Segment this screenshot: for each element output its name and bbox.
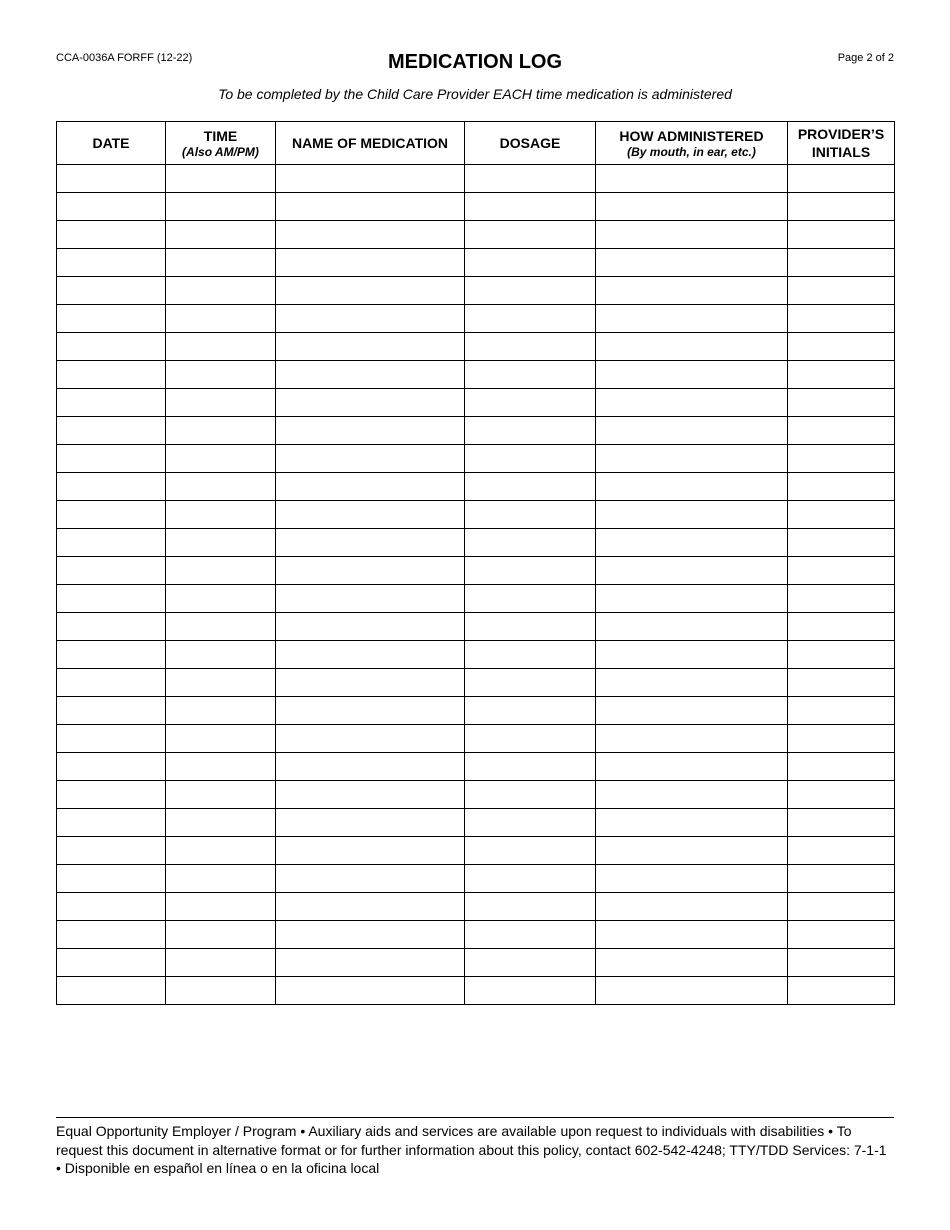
dosage-cell[interactable] xyxy=(465,221,596,249)
initials-cell[interactable] xyxy=(788,445,895,473)
date-cell[interactable] xyxy=(57,585,166,613)
time-cell[interactable] xyxy=(166,809,276,837)
table-row xyxy=(57,977,895,1005)
administered-cell[interactable] xyxy=(596,473,788,501)
date-cell[interactable] xyxy=(57,361,166,389)
medication-cell[interactable] xyxy=(276,809,465,837)
time-cell[interactable] xyxy=(166,473,276,501)
date-cell[interactable] xyxy=(57,893,166,921)
medication-cell[interactable] xyxy=(276,921,465,949)
dosage-cell[interactable] xyxy=(465,725,596,753)
time-cell[interactable] xyxy=(166,221,276,249)
medication-cell[interactable] xyxy=(276,333,465,361)
time-cell[interactable] xyxy=(166,165,276,193)
time-cell[interactable] xyxy=(166,781,276,809)
table-row xyxy=(57,865,895,893)
medication-cell[interactable] xyxy=(276,361,465,389)
administered-cell[interactable] xyxy=(596,445,788,473)
date-cell[interactable] xyxy=(57,277,166,305)
table-row xyxy=(57,333,895,361)
time-cell[interactable] xyxy=(166,669,276,697)
time-cell[interactable] xyxy=(166,893,276,921)
initials-cell[interactable] xyxy=(788,557,895,585)
date-cell[interactable] xyxy=(57,221,166,249)
table-row xyxy=(57,165,895,193)
dosage-cell[interactable] xyxy=(465,753,596,781)
medication-cell[interactable] xyxy=(276,725,465,753)
dosage-cell[interactable] xyxy=(465,277,596,305)
dosage-cell[interactable] xyxy=(465,893,596,921)
initials-cell[interactable] xyxy=(788,837,895,865)
administered-cell[interactable] xyxy=(596,333,788,361)
date-cell[interactable] xyxy=(57,529,166,557)
time-cell[interactable] xyxy=(166,613,276,641)
table-row xyxy=(57,809,895,837)
dosage-cell[interactable] xyxy=(465,697,596,725)
date-cell[interactable] xyxy=(57,165,166,193)
col-date-label: DATE xyxy=(92,135,130,151)
table-row xyxy=(57,249,895,277)
administered-cell[interactable] xyxy=(596,865,788,893)
date-cell[interactable] xyxy=(57,389,166,417)
time-cell[interactable] xyxy=(166,641,276,669)
time-cell[interactable] xyxy=(166,725,276,753)
medication-cell[interactable] xyxy=(276,781,465,809)
col-administered-sublabel: (By mouth, in ear, etc.) xyxy=(627,144,756,159)
medication-cell[interactable] xyxy=(276,417,465,445)
col-medication-header xyxy=(276,122,465,165)
date-cell[interactable] xyxy=(57,641,166,669)
initials-cell[interactable] xyxy=(788,893,895,921)
col-initials-label: PROVIDER’S INITIALS xyxy=(797,126,885,160)
initials-cell[interactable] xyxy=(788,529,895,557)
initials-cell[interactable] xyxy=(788,641,895,669)
administered-cell[interactable] xyxy=(596,725,788,753)
medication-cell[interactable] xyxy=(276,669,465,697)
time-cell[interactable] xyxy=(166,445,276,473)
dosage-cell[interactable] xyxy=(465,809,596,837)
administered-cell[interactable] xyxy=(596,781,788,809)
initials-cell[interactable] xyxy=(788,165,895,193)
col-time-header xyxy=(166,122,276,165)
administered-cell[interactable] xyxy=(596,305,788,333)
time-cell[interactable] xyxy=(166,753,276,781)
administered-cell[interactable] xyxy=(596,193,788,221)
col-medication-label: NAME OF MEDICATION xyxy=(291,135,449,151)
initials-cell[interactable] xyxy=(788,333,895,361)
table-row xyxy=(57,389,895,417)
initials-cell[interactable] xyxy=(788,725,895,753)
medication-cell[interactable] xyxy=(276,193,465,221)
initials-cell[interactable] xyxy=(788,277,895,305)
dosage-cell[interactable] xyxy=(465,865,596,893)
table-row xyxy=(57,417,895,445)
time-cell[interactable] xyxy=(166,529,276,557)
date-cell[interactable] xyxy=(57,977,166,1005)
col-initials-header xyxy=(788,122,895,165)
medication-cell[interactable] xyxy=(276,753,465,781)
initials-cell[interactable] xyxy=(788,809,895,837)
administered-cell[interactable] xyxy=(596,501,788,529)
medication-cell[interactable] xyxy=(276,389,465,417)
time-cell[interactable] xyxy=(166,249,276,277)
footer-divider xyxy=(56,1117,894,1118)
col-date-header xyxy=(57,122,166,165)
dosage-cell[interactable] xyxy=(465,305,596,333)
date-cell[interactable] xyxy=(57,949,166,977)
medication-cell[interactable] xyxy=(276,529,465,557)
time-cell[interactable] xyxy=(166,501,276,529)
dosage-cell[interactable] xyxy=(465,529,596,557)
table-row xyxy=(57,753,895,781)
table-row xyxy=(57,529,895,557)
date-cell[interactable] xyxy=(57,781,166,809)
table-row xyxy=(57,305,895,333)
administered-cell[interactable] xyxy=(596,697,788,725)
date-cell[interactable] xyxy=(57,473,166,501)
dosage-cell[interactable] xyxy=(465,165,596,193)
col-dosage-label: DOSAGE xyxy=(499,135,561,151)
administered-cell[interactable] xyxy=(596,669,788,697)
medication-cell[interactable] xyxy=(276,865,465,893)
date-cell[interactable] xyxy=(57,921,166,949)
medication-cell[interactable] xyxy=(276,305,465,333)
form-code: CCA-0036A FORFF (12-22) xyxy=(56,52,193,64)
table-row xyxy=(57,697,895,725)
administered-cell[interactable] xyxy=(596,221,788,249)
initials-cell[interactable] xyxy=(788,865,895,893)
date-cell[interactable] xyxy=(57,417,166,445)
time-cell[interactable] xyxy=(166,921,276,949)
table-row xyxy=(57,641,895,669)
page-title: MEDICATION LOG xyxy=(387,51,563,73)
date-cell[interactable] xyxy=(57,305,166,333)
col-time-sublabel: (Also AM/PM) xyxy=(182,144,259,159)
administered-cell[interactable] xyxy=(596,361,788,389)
dosage-cell[interactable] xyxy=(465,669,596,697)
medication-cell[interactable] xyxy=(276,893,465,921)
administered-cell[interactable] xyxy=(596,165,788,193)
dosage-cell[interactable] xyxy=(465,781,596,809)
medication-cell[interactable] xyxy=(276,641,465,669)
date-cell[interactable] xyxy=(57,669,166,697)
administered-cell[interactable] xyxy=(596,389,788,417)
instructions: To be completed by the Child Care Provider EACH time medication is administered xyxy=(218,86,732,102)
dosage-cell[interactable] xyxy=(465,389,596,417)
medication-cell[interactable] xyxy=(276,277,465,305)
initials-cell[interactable] xyxy=(788,921,895,949)
initials-cell[interactable] xyxy=(788,501,895,529)
time-cell[interactable] xyxy=(166,389,276,417)
date-cell[interactable] xyxy=(57,865,166,893)
initials-cell[interactable] xyxy=(788,389,895,417)
table-row xyxy=(57,361,895,389)
date-cell[interactable] xyxy=(57,725,166,753)
administered-cell[interactable] xyxy=(596,977,788,1005)
dosage-cell[interactable] xyxy=(465,977,596,1005)
date-cell[interactable] xyxy=(57,333,166,361)
time-cell[interactable] xyxy=(166,417,276,445)
initials-cell[interactable] xyxy=(788,221,895,249)
table-row xyxy=(57,837,895,865)
administered-cell[interactable] xyxy=(596,949,788,977)
time-cell[interactable] xyxy=(166,333,276,361)
dosage-cell[interactable] xyxy=(465,585,596,613)
time-cell[interactable] xyxy=(166,977,276,1005)
administered-cell[interactable] xyxy=(596,417,788,445)
medication-log-table xyxy=(56,121,895,1005)
date-cell[interactable] xyxy=(57,249,166,277)
time-cell[interactable] xyxy=(166,697,276,725)
dosage-cell[interactable] xyxy=(465,249,596,277)
medication-cell[interactable] xyxy=(276,613,465,641)
initials-cell[interactable] xyxy=(788,473,895,501)
col-dosage-header xyxy=(465,122,596,165)
table-row xyxy=(57,669,895,697)
date-cell[interactable] xyxy=(57,193,166,221)
time-cell[interactable] xyxy=(166,865,276,893)
administered-cell[interactable] xyxy=(596,613,788,641)
dosage-cell[interactable] xyxy=(465,613,596,641)
table-row xyxy=(57,585,895,613)
time-cell[interactable] xyxy=(166,585,276,613)
initials-cell[interactable] xyxy=(788,669,895,697)
administered-cell[interactable] xyxy=(596,837,788,865)
col-time-label: TIME xyxy=(203,127,238,144)
initials-cell[interactable] xyxy=(788,977,895,1005)
date-cell[interactable] xyxy=(57,501,166,529)
date-cell[interactable] xyxy=(57,753,166,781)
table-row xyxy=(57,221,895,249)
dosage-cell[interactable] xyxy=(465,445,596,473)
table-row xyxy=(57,613,895,641)
table-row xyxy=(57,921,895,949)
administered-cell[interactable] xyxy=(596,893,788,921)
time-cell[interactable] xyxy=(166,837,276,865)
dosage-cell[interactable] xyxy=(465,949,596,977)
medication-cell[interactable] xyxy=(276,837,465,865)
table-row xyxy=(57,473,895,501)
time-cell[interactable] xyxy=(166,193,276,221)
medication-cell[interactable] xyxy=(276,249,465,277)
medication-cell[interactable] xyxy=(276,165,465,193)
table-row xyxy=(57,893,895,921)
administered-cell[interactable] xyxy=(596,529,788,557)
date-cell[interactable] xyxy=(57,697,166,725)
time-cell[interactable] xyxy=(166,361,276,389)
time-cell[interactable] xyxy=(166,557,276,585)
administered-cell[interactable] xyxy=(596,557,788,585)
medication-cell[interactable] xyxy=(276,445,465,473)
time-cell[interactable] xyxy=(166,305,276,333)
dosage-cell[interactable] xyxy=(465,837,596,865)
table-row xyxy=(57,501,895,529)
date-cell[interactable] xyxy=(57,837,166,865)
medication-cell[interactable] xyxy=(276,977,465,1005)
medication-cell[interactable] xyxy=(276,697,465,725)
dosage-cell[interactable] xyxy=(465,501,596,529)
initials-cell[interactable] xyxy=(788,585,895,613)
table-row xyxy=(57,725,895,753)
medication-cell[interactable] xyxy=(276,949,465,977)
time-cell[interactable] xyxy=(166,277,276,305)
table-row xyxy=(57,557,895,585)
dosage-cell[interactable] xyxy=(465,333,596,361)
medication-cell[interactable] xyxy=(276,473,465,501)
administered-cell[interactable] xyxy=(596,641,788,669)
page-number: Page 2 of 2 xyxy=(837,52,894,64)
col-administered-label: HOW ADMINISTERED xyxy=(619,127,764,144)
dosage-cell[interactable] xyxy=(465,473,596,501)
table-row xyxy=(57,949,895,977)
table-row xyxy=(57,193,895,221)
date-cell[interactable] xyxy=(57,445,166,473)
medication-cell[interactable] xyxy=(276,501,465,529)
initials-cell[interactable] xyxy=(788,781,895,809)
administered-cell[interactable] xyxy=(596,277,788,305)
col-administered-header xyxy=(596,122,788,165)
date-cell[interactable] xyxy=(57,557,166,585)
date-cell[interactable] xyxy=(57,613,166,641)
medication-cell[interactable] xyxy=(276,221,465,249)
administered-cell[interactable] xyxy=(596,249,788,277)
dosage-cell[interactable] xyxy=(465,921,596,949)
table-row xyxy=(57,277,895,305)
initials-cell[interactable] xyxy=(788,417,895,445)
initials-cell[interactable] xyxy=(788,361,895,389)
initials-cell[interactable] xyxy=(788,697,895,725)
initials-cell[interactable] xyxy=(788,613,895,641)
initials-cell[interactable] xyxy=(788,193,895,221)
administered-cell[interactable] xyxy=(596,809,788,837)
dosage-cell[interactable] xyxy=(465,361,596,389)
administered-cell[interactable] xyxy=(596,753,788,781)
medication-cell[interactable] xyxy=(276,557,465,585)
administered-cell[interactable] xyxy=(596,921,788,949)
time-cell[interactable] xyxy=(166,949,276,977)
administered-cell[interactable] xyxy=(596,585,788,613)
footer-notice: Equal Opportunity Employer / Program • Auxiliary aids and services are available upon request to individuals with disabilities • To request this document in alternative format or for further information about this policy, contact 602-542-4248; TTY/TDD Services: 7-1-1 • Disponible en español en línea o en la oficina local xyxy=(56,1123,887,1176)
initials-cell[interactable] xyxy=(788,249,895,277)
header-row xyxy=(57,122,895,165)
dosage-cell[interactable] xyxy=(465,557,596,585)
dosage-cell[interactable] xyxy=(465,641,596,669)
dosage-cell[interactable] xyxy=(465,193,596,221)
dosage-cell[interactable] xyxy=(465,417,596,445)
initials-cell[interactable] xyxy=(788,753,895,781)
table-row xyxy=(57,781,895,809)
table-row xyxy=(57,445,895,473)
medication-cell[interactable] xyxy=(276,585,465,613)
initials-cell[interactable] xyxy=(788,305,895,333)
date-cell[interactable] xyxy=(57,809,166,837)
initials-cell[interactable] xyxy=(788,949,895,977)
